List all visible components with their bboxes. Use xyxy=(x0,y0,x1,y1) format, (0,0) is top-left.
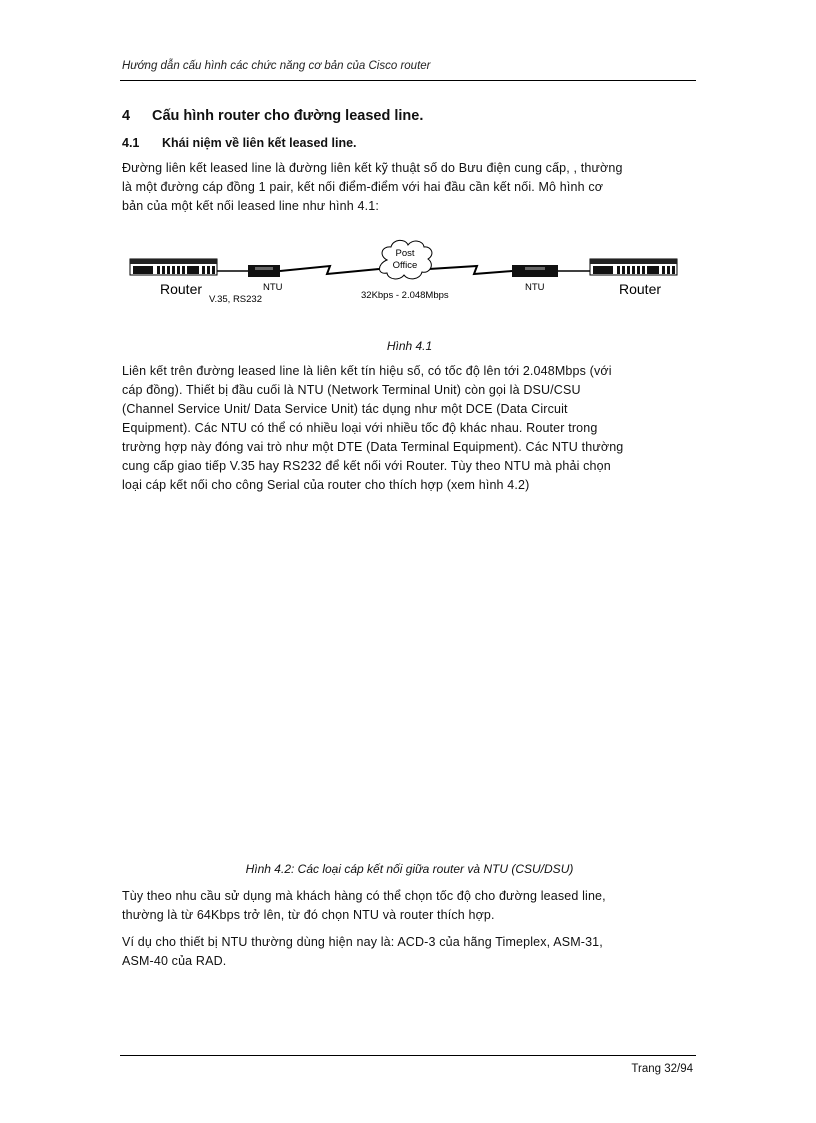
text-line: (Channel Service Unit/ Data Service Unit) tác dụng như một DCE (Data Circuit xyxy=(122,402,568,416)
text-line: bản của một kết nối leased line như hình 4.1: xyxy=(122,199,379,213)
figure-caption-4-2: Hình 4.2: Các loại cáp kết nối giữa router và NTU (CSU/DSU) xyxy=(245,862,574,876)
paragraph-description xyxy=(122,362,697,495)
footer-divider xyxy=(120,1055,696,1056)
header-divider xyxy=(120,80,696,81)
lightning-link-left xyxy=(280,266,379,274)
left-ntu-icon xyxy=(248,265,280,277)
subsection-heading xyxy=(122,136,357,150)
page-header-title: Hướng dẫn cấu hình các chức năng cơ bản của Cisco router xyxy=(122,60,431,72)
text-line: Tùy theo nhu cầu sử dụng mà khách hàng có thể chọn tốc độ cho đường leased line, xyxy=(122,889,606,903)
text-line: Ví dụ cho thiết bị NTU thường dùng hiện nay là: ACD-3 của hãng Timeplex, ASM-31, xyxy=(122,935,603,949)
text-line: ASM-40 của RAD. xyxy=(122,954,227,968)
left-ntu-label: NTU xyxy=(263,282,283,293)
text-line: cung cấp giao tiếp V.35 hay RS232 để kết nối với Router. Tùy theo NTU mà phải chọn xyxy=(122,459,611,473)
lightning-link-right xyxy=(429,266,512,274)
paragraph-examples xyxy=(122,933,697,971)
text-line: Đường liên kết leased line là đường liên kết kỹ thuật số do Bưu điện cung cấp, , thường xyxy=(122,161,623,175)
paragraph-intro xyxy=(122,159,697,216)
text-line: cáp đồng). Thiết bị đầu cuối là NTU (Network Terminal Unit) còn gọi là DSU/CSU xyxy=(122,383,581,397)
text-line: là một đường cáp đồng 1 pair, kết nối điểm-điểm với hai đầu cần kết nối. Mô hình cơ xyxy=(122,180,604,194)
cloud-label-office: Office xyxy=(392,260,418,271)
page-number: Trang 32/94 xyxy=(631,1063,693,1075)
left-router-icon xyxy=(130,259,217,275)
left-router-label: Router xyxy=(160,281,203,297)
right-router-icon xyxy=(590,259,677,275)
speed-label: 32Kbps - 2.048Mbps xyxy=(361,290,449,301)
right-ntu-icon xyxy=(512,265,558,277)
leased-line-diagram xyxy=(125,238,685,318)
section-number: 4 xyxy=(122,108,131,124)
text-line: loại cáp kết nối cho công Serial của router cho thích hợp (xem hình 4.2) xyxy=(122,478,530,492)
cloud-label-post: Post xyxy=(395,248,415,259)
section-heading xyxy=(122,108,423,124)
text-line: Liên kết trên đường leased line là liên kết tín hiệu số, có tốc độ lên tới 2.048Mbps (với xyxy=(122,364,612,378)
section-title: Cấu hình router cho đường leased line. xyxy=(152,108,424,124)
right-ntu-label: NTU xyxy=(525,282,545,293)
paragraph-speed-selection xyxy=(122,887,697,925)
right-router-label: Router xyxy=(619,281,662,297)
text-line: trường hợp này đóng vai trò như một DTE (Data Terminal Equipment). Các NTU thường xyxy=(122,440,624,454)
text-line: Equipment). Các NTU có thể có nhiều loại với nhiều tốc độ khác nhau. Router trong xyxy=(122,421,598,435)
interface-label: V.35, RS232 xyxy=(209,294,262,305)
subsection-title: Khái niệm về liên kết leased line. xyxy=(162,136,357,150)
subsection-number: 4.1 xyxy=(122,136,140,150)
text-line: thường là từ 64Kbps trở lên, từ đó chọn NTU và router thích hợp. xyxy=(122,908,495,922)
figure-caption-4-1: Hình 4.1 xyxy=(386,339,433,353)
